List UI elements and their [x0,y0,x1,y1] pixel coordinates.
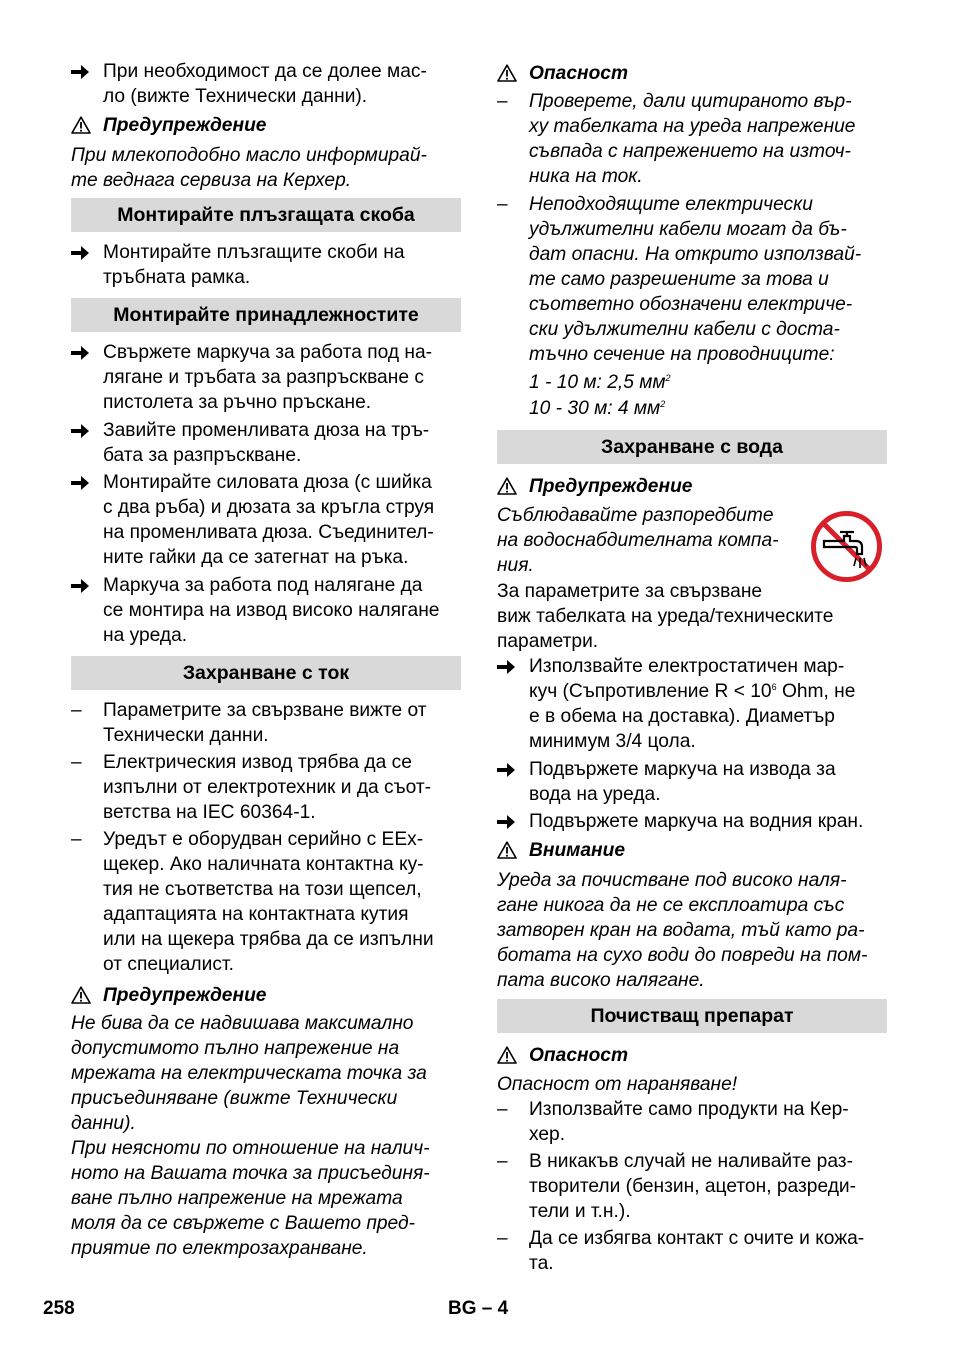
section-heading: Почистващ препарат [497,999,887,1033]
arrow-bullet-icon [497,815,515,829]
danger-line: ски удължителни кабели с доста- [529,319,840,340]
instruction-line: лягане и тръбата за разпръскване с [103,367,424,388]
caution-text: Уреда за почистване под високо наля- [497,870,847,891]
instruction-line: Подвържете маркуча на извода за [529,759,836,780]
list-line: от специалист. [103,954,234,975]
warning-label: Предупреждение [103,985,267,1006]
dash-bullet: – [497,194,508,215]
list-line: творители (бензин, ацетон, разреди- [529,1176,857,1197]
list-line: Уредът е оборудван серийно с EEx- [103,829,424,850]
warning-text: ния. [497,555,534,576]
list-line: та. [529,1253,554,1274]
list-line: адаптацията на контактната кутия [103,904,409,925]
warning-text: допустимото пълно напрежение на [71,1038,400,1059]
instruction-line: Монтирайте плъзгащите скоби на [103,242,405,263]
list-line: тия не съответства на този щепсел, [103,879,422,900]
danger-label: Опасност [529,63,629,84]
cable-spec: 1 - 10 м: 2,5 $мм^2$ [529,372,671,393]
instruction-line: пистолета за ръчно пръскане. [103,392,372,413]
section-marker: BG – 4 [448,1298,509,1319]
danger-line: ху табелката на уреда напрежение [529,116,856,137]
section-heading: Захранване с вода [497,430,887,464]
instruction-line: Използвайте електростатичен мар- [529,656,845,677]
caution-text: затворен кран на водата, тъй като ра- [497,920,865,941]
warning-text: ване пълно напрежение на мрежата [71,1188,403,1209]
page-number: 258 [43,1298,75,1319]
danger-text: Опасност от нараняване! [497,1074,738,1095]
danger-line: Неподходящите електрически [529,194,813,215]
warning-triangle-icon [497,841,517,859]
instruction-line: Маркуча за работа под налягане да [103,575,423,596]
arrow-bullet-icon [71,346,89,360]
cable-spec: 10 - 30 м: 4 $мм^2$ [529,398,666,419]
instruction-line: се монтира на извод високо налягане [103,600,440,621]
instruction-line: ните гайки да се затегнат на ръка. [103,547,409,568]
warning-text: моля да се свържете с Вашето пред- [71,1213,415,1234]
list-line: щекер. Ако наличната контактна ку- [103,854,424,875]
warning-label: Предупреждение [529,476,693,497]
section-heading: Монтирайте плъзгащата скоба [71,198,461,232]
danger-line: Проверете, дали цитираното вър- [529,91,852,112]
arrow-bullet-icon [71,246,89,260]
warning-text: приятие по електрозахранване. [71,1238,368,1259]
arrow-bullet-icon [71,476,89,490]
warning-text: Не бива да се надвишава максимално [71,1013,414,1034]
arrow-bullet-icon [71,579,89,593]
list-line: В никакъв случай не наливайте раз- [529,1151,853,1172]
instruction-line: вода на уреда. [529,784,661,805]
instruction-line: с два ръба) и дюзата за кръгла струя [103,497,435,518]
dash-bullet: – [497,1228,508,1249]
warning-triangle-icon [497,1046,517,1064]
instruction-line: Завийте променливата дюза на тръ- [103,420,430,441]
list-line: или на щекера трябва да се изпълни [103,929,434,950]
dash-bullet: – [71,829,82,850]
instruction-line: тръбната рамка. [103,267,251,288]
section-heading: Захранване с ток [71,656,461,690]
danger-line: съвпада с напрежението на източ- [529,141,851,162]
instruction-line: При необходимост да се долее мас- [103,61,427,82]
danger-line: съответно обозначени електриче- [529,294,853,315]
list-line: Използвайте само продукти на Кер- [529,1099,849,1120]
list-line: изпълни от електротехник и да съот- [103,777,432,798]
arrow-bullet-icon [71,424,89,438]
instruction-line: на уреда. [103,625,188,646]
instruction-line: на променливата дюза. Съединител- [103,522,434,543]
caution-text: ботата на сухо води до повреди на пом- [497,945,868,966]
dash-bullet: – [71,752,82,773]
body-text: За параметрите за свързване [497,581,763,602]
caution-text: пата високо налягане. [497,970,705,991]
warning-text: присъединяване (вижте Технически [71,1088,398,1109]
body-text: параметри. [497,631,599,652]
warning-text: на водоснабдителната компа- [497,530,779,551]
warning-label: Предупреждение [103,115,267,136]
instruction-line: Подвържете маркуча на водния кран. [529,811,864,832]
list-line: Да се избягва контакт с очите и кожа- [529,1228,865,1249]
warning-text: мрежата на електрическата точка за [71,1063,427,1084]
danger-line: те само разрешените за това и [529,269,829,290]
instruction-line: минимум 3/4 цола. [529,731,696,752]
section-heading: Монтирайте принадлежностите [71,298,461,332]
instruction-line: бата за разпръскване. [103,445,302,466]
dash-bullet: – [497,1151,508,1172]
warning-text: Съблюдавайте разпоредбите [497,505,774,526]
instruction-line: е в обема на доставка). Диаметър [529,706,835,727]
body-text: виж табелката на уреда/техническите [497,606,834,627]
warning-triangle-icon [497,64,517,82]
warning-text: данни). [71,1113,136,1134]
danger-line: тъчно сечение на проводниците: [529,344,835,365]
instruction-line: Свържете маркуча за работа под на- [103,342,433,363]
warning-text: те веднага сервиза на Керхер. [71,170,352,191]
warning-triangle-icon [71,116,91,134]
dash-bullet: – [497,91,508,112]
arrow-bullet-icon [497,763,515,777]
warning-text: При неясноти по отношение на налич- [71,1138,430,1159]
danger-label: Опасност [529,1045,629,1066]
dash-bullet: – [497,1099,508,1120]
warning-triangle-icon [497,477,517,495]
no-drinking-water-icon [810,510,883,583]
caution-text: гане никога да не се експлоатира със [497,895,845,916]
warning-text: ното на Вашата точка за присъединя- [71,1163,430,1184]
list-line: тели и т.н.). [529,1201,631,1222]
list-line: хер. [529,1124,566,1145]
arrow-bullet-icon [497,660,515,674]
warning-text: При млекоподобно масло информирай- [71,145,427,166]
instruction-line: Монтирайте силовата дюза (с шийка [103,472,432,493]
instruction-line: куч (Съпротивление $R < 10^6$ Ohm, не [529,681,856,702]
list-line: Електрическия извод трябва да се [103,752,412,773]
list-line: ветства на IEC 60364-1. [103,802,316,823]
danger-line: ника на ток. [529,166,643,187]
danger-line: дат опасни. На открито използвай- [529,244,862,265]
instruction-line: ло (вижте Технически данни). [103,86,368,107]
list-line: Параметрите за свързване вижте от [103,700,427,721]
danger-line: удължителни кабели могат да бъ- [529,219,847,240]
dash-bullet: – [71,700,82,721]
warning-triangle-icon [71,986,91,1004]
caution-label: Внимание [529,840,626,861]
list-line: Технически данни. [103,725,269,746]
arrow-bullet-icon [71,65,89,79]
